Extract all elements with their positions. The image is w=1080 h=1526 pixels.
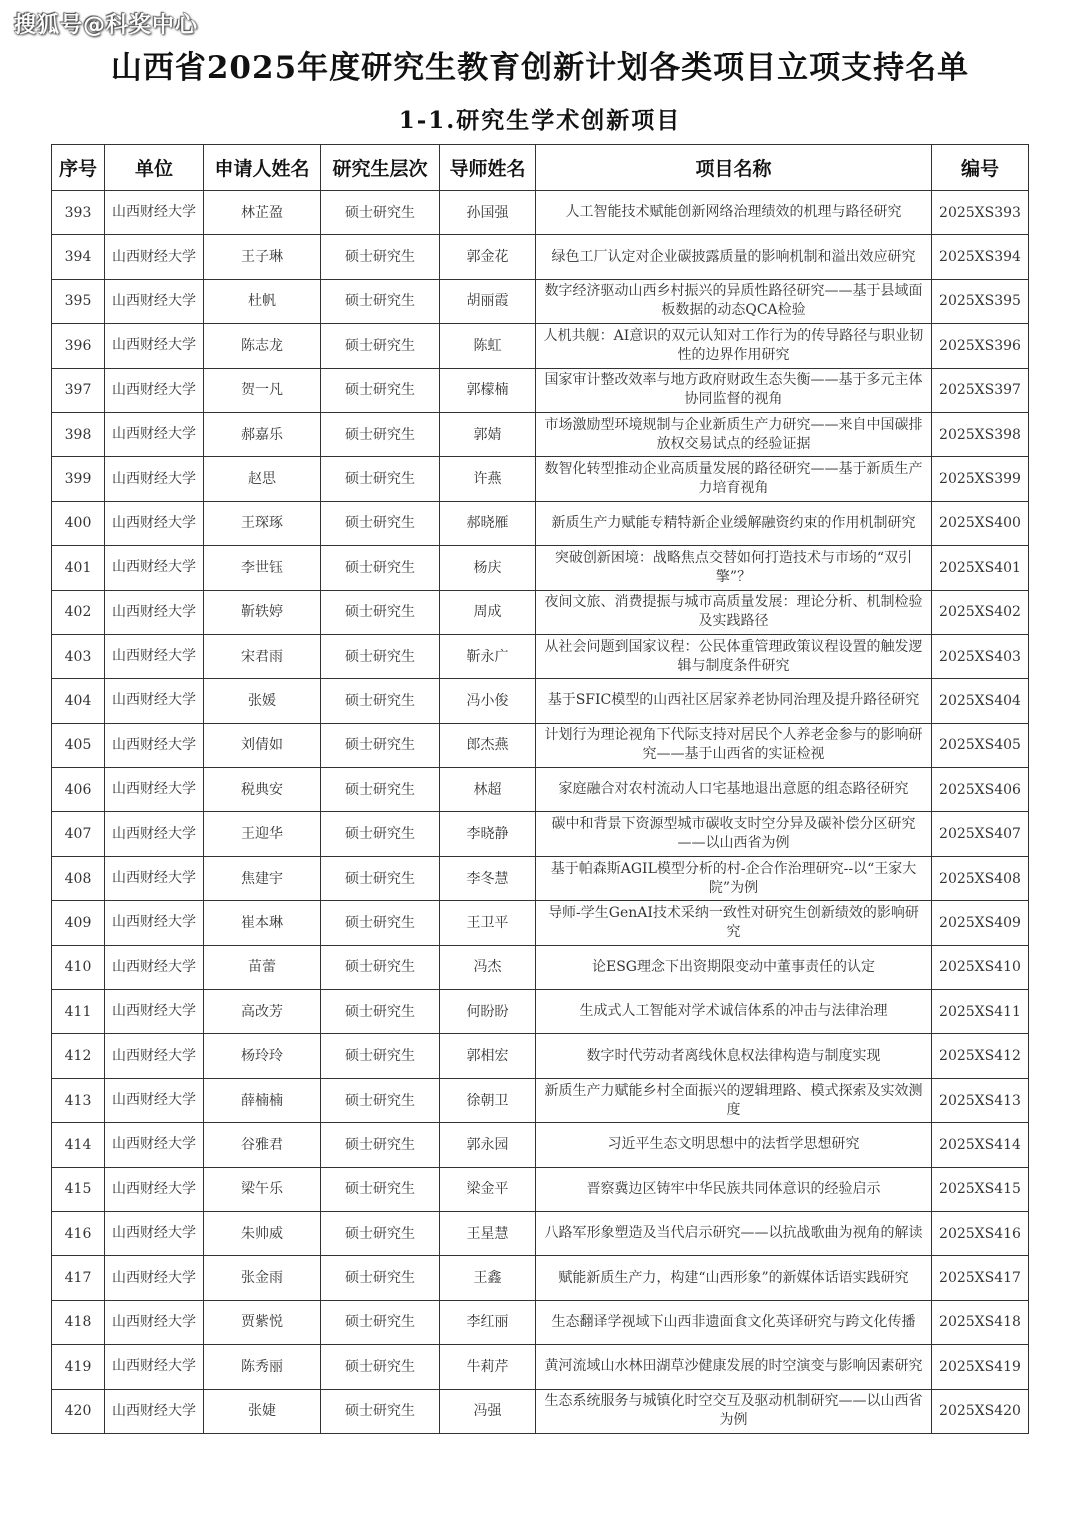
- advisor-name: 杨庆: [440, 546, 536, 590]
- project-name: 晋察冀边区铸牢中华民族共同体意识的经验启示: [536, 1167, 932, 1211]
- project-code: 2025XS404: [932, 679, 1029, 723]
- advisor-name: 牛莉芹: [440, 1345, 536, 1389]
- degree-level: 硕士研究生: [321, 546, 440, 590]
- advisor-name: 郭金花: [440, 235, 536, 279]
- table-row: [52, 546, 1029, 590]
- advisor-name: 李冬慧: [440, 856, 536, 900]
- table-row: [52, 812, 1029, 856]
- advisor-name: 徐朝卫: [440, 1078, 536, 1122]
- unit-cell: 山西财经大学: [105, 768, 204, 812]
- project-code: 2025XS418: [932, 1300, 1029, 1344]
- degree-level: 硕士研究生: [321, 457, 440, 501]
- applicant-name: 王琛琢: [204, 501, 321, 545]
- applicant-name: 张婕: [204, 1389, 321, 1433]
- project-name: 论ESG理念下出资期限变动中董事责任的认定: [536, 945, 932, 989]
- row-index: 402: [52, 590, 105, 634]
- row-index: 400: [52, 501, 105, 545]
- project-code: 2025XS415: [932, 1167, 1029, 1211]
- advisor-name: 冯小俊: [440, 679, 536, 723]
- degree-level: 硕士研究生: [321, 1256, 440, 1300]
- applicant-name: 杜帆: [204, 279, 321, 323]
- row-index: 403: [52, 634, 105, 678]
- degree-level: 硕士研究生: [321, 901, 440, 945]
- section-subtitle: 1-1.研究生学术创新项目: [398, 107, 682, 134]
- table-row: [52, 1300, 1029, 1344]
- applicant-name: 谷雅君: [204, 1123, 321, 1167]
- table-row: [52, 768, 1029, 812]
- degree-level: 硕士研究生: [321, 1078, 440, 1122]
- table-row: [52, 679, 1029, 723]
- unit-cell: 山西财经大学: [105, 1389, 204, 1433]
- unit-cell: 山西财经大学: [105, 1345, 204, 1389]
- project-code: 2025XS409: [932, 901, 1029, 945]
- project-code: 2025XS398: [932, 412, 1029, 456]
- applicant-name: 崔本琳: [204, 901, 321, 945]
- advisor-name: 靳永广: [440, 634, 536, 678]
- header-unit: 单位: [105, 145, 204, 191]
- degree-level: 硕士研究生: [321, 945, 440, 989]
- advisor-name: 王星慧: [440, 1211, 536, 1255]
- row-index: 394: [52, 235, 105, 279]
- degree-level: 硕士研究生: [321, 501, 440, 545]
- unit-cell: 山西财经大学: [105, 1123, 204, 1167]
- project-name: 从社会问题到国家议程：公民体重管理政策议程设置的触发逻辑与制度条件研究: [536, 634, 932, 678]
- table-row: [52, 1345, 1029, 1389]
- project-code: 2025XS416: [932, 1211, 1029, 1255]
- project-name: 习近平生态文明思想中的法哲学思想研究: [536, 1123, 932, 1167]
- advisor-name: 王卫平: [440, 901, 536, 945]
- table-row: [52, 1078, 1029, 1122]
- project-table: [51, 144, 1029, 1434]
- table-row: [52, 191, 1029, 235]
- unit-cell: 山西财经大学: [105, 990, 204, 1034]
- row-index: 406: [52, 768, 105, 812]
- degree-level: 硕士研究生: [321, 1389, 440, 1433]
- row-index: 410: [52, 945, 105, 989]
- row-index: 397: [52, 368, 105, 412]
- degree-level: 硕士研究生: [321, 235, 440, 279]
- applicant-name: 朱帅威: [204, 1211, 321, 1255]
- watermark: 搜狐号@科奖中心: [14, 13, 199, 38]
- header-level: 研究生层次: [321, 145, 440, 191]
- applicant-name: 郝嘉乐: [204, 412, 321, 456]
- project-code: 2025XS394: [932, 235, 1029, 279]
- unit-cell: 山西财经大学: [105, 1034, 204, 1078]
- project-code: 2025XS403: [932, 634, 1029, 678]
- applicant-name: 陈秀丽: [204, 1345, 321, 1389]
- advisor-name: 郭相宏: [440, 1034, 536, 1078]
- row-index: 395: [52, 279, 105, 323]
- advisor-name: 李晓静: [440, 812, 536, 856]
- table-row: [52, 1256, 1029, 1300]
- advisor-name: 郎杰燕: [440, 723, 536, 767]
- degree-level: 硕士研究生: [321, 856, 440, 900]
- project-name: 基于SFIC模型的山西社区居家养老协同治理及提升路径研究: [536, 679, 932, 723]
- project-code: 2025XS397: [932, 368, 1029, 412]
- project-name: 突破创新困境：战略焦点交替如何打造技术与市场的“双引擎”？: [536, 546, 932, 590]
- applicant-name: 王迎华: [204, 812, 321, 856]
- advisor-name: 李红丽: [440, 1300, 536, 1344]
- row-index: 420: [52, 1389, 105, 1433]
- row-index: 418: [52, 1300, 105, 1344]
- project-code: 2025XS412: [932, 1034, 1029, 1078]
- applicant-name: 税典安: [204, 768, 321, 812]
- unit-cell: 山西财经大学: [105, 279, 204, 323]
- project-name: 家庭融合对农村流动人口宅基地退出意愿的组态路径研究: [536, 768, 932, 812]
- applicant-name: 焦建宇: [204, 856, 321, 900]
- applicant-name: 刘倩如: [204, 723, 321, 767]
- applicant-name: 杨玲玲: [204, 1034, 321, 1078]
- project-code: 2025XS411: [932, 990, 1029, 1034]
- project-code: 2025XS413: [932, 1078, 1029, 1122]
- project-code: 2025XS402: [932, 590, 1029, 634]
- project-code: 2025XS419: [932, 1345, 1029, 1389]
- project-name: 国家审计整改效率与地方政府财政生态失衡——基于多元主体协同监督的视角: [536, 368, 932, 412]
- degree-level: 硕士研究生: [321, 634, 440, 678]
- row-index: 419: [52, 1345, 105, 1389]
- project-name: 绿色工厂认定对企业碳披露质量的影响机制和溢出效应研究: [536, 235, 932, 279]
- table-row: [52, 412, 1029, 456]
- unit-cell: 山西财经大学: [105, 235, 204, 279]
- project-code: 2025XS406: [932, 768, 1029, 812]
- table-row: [52, 1389, 1029, 1433]
- table-header-row: [52, 145, 1029, 191]
- project-name: 新质生产力赋能乡村全面振兴的逻辑理路、模式探索及实效测度: [536, 1078, 932, 1122]
- header-code: 编号: [932, 145, 1029, 191]
- row-index: 399: [52, 457, 105, 501]
- applicant-name: 赵思: [204, 457, 321, 501]
- row-index: 413: [52, 1078, 105, 1122]
- project-name: 赋能新质生产力，构建“山西形象”的新媒体话语实践研究: [536, 1256, 932, 1300]
- project-name: 市场激励型环境规制与企业新质生产力研究——来自中国碳排放权交易试点的经验证据: [536, 412, 932, 456]
- applicant-name: 宋君雨: [204, 634, 321, 678]
- table-row: [52, 368, 1029, 412]
- project-name: 数字经济驱动山西乡村振兴的异质性路径研究——基于县域面板数据的动态QCA检验: [536, 279, 932, 323]
- page-title: 山西省2025年度研究生教育创新计划各类项目立项支持名单: [110, 50, 970, 86]
- unit-cell: 山西财经大学: [105, 1167, 204, 1211]
- unit-cell: 山西财经大学: [105, 1256, 204, 1300]
- project-code: 2025XS395: [932, 279, 1029, 323]
- applicant-name: 高改芳: [204, 990, 321, 1034]
- table-row: [52, 723, 1029, 767]
- table-row: [52, 324, 1029, 368]
- applicant-name: 苗蕾: [204, 945, 321, 989]
- unit-cell: 山西财经大学: [105, 679, 204, 723]
- unit-cell: 山西财经大学: [105, 1078, 204, 1122]
- unit-cell: 山西财经大学: [105, 412, 204, 456]
- project-name: 新质生产力赋能专精特新企业缓解融资约束的作用机制研究: [536, 501, 932, 545]
- project-code: 2025XS420: [932, 1389, 1029, 1433]
- advisor-name: 郭永园: [440, 1123, 536, 1167]
- project-code: 2025XS417: [932, 1256, 1029, 1300]
- project-code: 2025XS401: [932, 546, 1029, 590]
- table-row: [52, 457, 1029, 501]
- advisor-name: 郭檬楠: [440, 368, 536, 412]
- row-index: 396: [52, 324, 105, 368]
- project-name: 计划行为理论视角下代际支持对居民个人养老金参与的影响研究——基于山西省的实证检视: [536, 723, 932, 767]
- unit-cell: 山西财经大学: [105, 546, 204, 590]
- advisor-name: 冯杰: [440, 945, 536, 989]
- table-row: [52, 1167, 1029, 1211]
- advisor-name: 梁金平: [440, 1167, 536, 1211]
- row-index: 412: [52, 1034, 105, 1078]
- unit-cell: 山西财经大学: [105, 945, 204, 989]
- applicant-name: 薛楠楠: [204, 1078, 321, 1122]
- applicant-name: 张媛: [204, 679, 321, 723]
- advisor-name: 孙国强: [440, 191, 536, 235]
- table-row: [52, 1211, 1029, 1255]
- degree-level: 硕士研究生: [321, 1167, 440, 1211]
- unit-cell: 山西财经大学: [105, 856, 204, 900]
- degree-level: 硕士研究生: [321, 191, 440, 235]
- unit-cell: 山西财经大学: [105, 901, 204, 945]
- table-row: [52, 235, 1029, 279]
- advisor-name: 胡丽霞: [440, 279, 536, 323]
- unit-cell: 山西财经大学: [105, 1211, 204, 1255]
- row-index: 393: [52, 191, 105, 235]
- project-name: 基于帕森斯AGIL模型分析的村-企合作治理研究--以“王家大院”为例: [536, 856, 932, 900]
- degree-level: 硕士研究生: [321, 279, 440, 323]
- degree-level: 硕士研究生: [321, 590, 440, 634]
- degree-level: 硕士研究生: [321, 723, 440, 767]
- header-advisor: 导师姓名: [440, 145, 536, 191]
- unit-cell: 山西财经大学: [105, 324, 204, 368]
- unit-cell: 山西财经大学: [105, 634, 204, 678]
- unit-cell: 山西财经大学: [105, 368, 204, 412]
- degree-level: 硕士研究生: [321, 1211, 440, 1255]
- advisor-name: 陈虹: [440, 324, 536, 368]
- project-code: 2025XS410: [932, 945, 1029, 989]
- project-name: 数智化转型推动企业高质量发展的路径研究——基于新质生产力培育视角: [536, 457, 932, 501]
- degree-level: 硕士研究生: [321, 412, 440, 456]
- advisor-name: 何盼盼: [440, 990, 536, 1034]
- advisor-name: 周成: [440, 590, 536, 634]
- project-name: 生态系统服务与城镇化时空交互及驱动机制研究——以山西省为例: [536, 1389, 932, 1433]
- table-row: [52, 501, 1029, 545]
- table-row: [52, 990, 1029, 1034]
- advisor-name: 许燕: [440, 457, 536, 501]
- row-index: 405: [52, 723, 105, 767]
- applicant-name: 李世钰: [204, 546, 321, 590]
- project-name: 数字时代劳动者离线休息权法律构造与制度实现: [536, 1034, 932, 1078]
- applicant-name: 张金雨: [204, 1256, 321, 1300]
- applicant-name: 王子琳: [204, 235, 321, 279]
- degree-level: 硕士研究生: [321, 679, 440, 723]
- applicant-name: 陈志龙: [204, 324, 321, 368]
- applicant-name: 贺一凡: [204, 368, 321, 412]
- degree-level: 硕士研究生: [321, 990, 440, 1034]
- project-name: 夜间文旅、消费提振与城市高质量发展：理论分析、机制检验及实践路径: [536, 590, 932, 634]
- table-row: [52, 856, 1029, 900]
- project-code: 2025XS400: [932, 501, 1029, 545]
- applicant-name: 林芷盈: [204, 191, 321, 235]
- table-row: [52, 901, 1029, 945]
- unit-cell: 山西财经大学: [105, 590, 204, 634]
- row-index: 398: [52, 412, 105, 456]
- header-project-name: 项目名称: [536, 145, 932, 191]
- advisor-name: 冯强: [440, 1389, 536, 1433]
- project-name: 生态翻译学视域下山西非遗面食文化英译研究与跨文化传播: [536, 1300, 932, 1344]
- unit-cell: 山西财经大学: [105, 457, 204, 501]
- advisor-name: 郭婧: [440, 412, 536, 456]
- header-index: 序号: [52, 145, 105, 191]
- project-code: 2025XS396: [932, 324, 1029, 368]
- degree-level: 硕士研究生: [321, 324, 440, 368]
- table-row: [52, 634, 1029, 678]
- table-row: [52, 279, 1029, 323]
- unit-cell: 山西财经大学: [105, 812, 204, 856]
- row-index: 415: [52, 1167, 105, 1211]
- degree-level: 硕士研究生: [321, 768, 440, 812]
- advisor-name: 郝晓雁: [440, 501, 536, 545]
- project-name: 人工智能技术赋能创新网络治理绩效的机理与路径研究: [536, 191, 932, 235]
- table-row: [52, 945, 1029, 989]
- project-name: 碳中和背景下资源型城市碳收支时空分异及碳补偿分区研究——以山西省为例: [536, 812, 932, 856]
- header-applicant: 申请人姓名: [204, 145, 321, 191]
- row-index: 414: [52, 1123, 105, 1167]
- row-index: 407: [52, 812, 105, 856]
- project-code: 2025XS393: [932, 191, 1029, 235]
- table-row: [52, 1123, 1029, 1167]
- project-code: 2025XS407: [932, 812, 1029, 856]
- row-index: 404: [52, 679, 105, 723]
- project-code: 2025XS408: [932, 856, 1029, 900]
- degree-level: 硕士研究生: [321, 812, 440, 856]
- project-code: 2025XS414: [932, 1123, 1029, 1167]
- unit-cell: 山西财经大学: [105, 723, 204, 767]
- project-name: 八路军形象塑造及当代启示研究——以抗战歌曲为视角的解读: [536, 1211, 932, 1255]
- unit-cell: 山西财经大学: [105, 191, 204, 235]
- row-index: 401: [52, 546, 105, 590]
- project-name: 导师-学生GenAI技术采纳一致性对研究生创新绩效的影响研究: [536, 901, 932, 945]
- project-code: 2025XS405: [932, 723, 1029, 767]
- table-row: [52, 1034, 1029, 1078]
- row-index: 417: [52, 1256, 105, 1300]
- applicant-name: 贾紫悦: [204, 1300, 321, 1344]
- project-name: 人机共舰：AI意识的双元认知对工作行为的传导路径与职业韧性的边界作用研究: [536, 324, 932, 368]
- row-index: 411: [52, 990, 105, 1034]
- applicant-name: 靳轶婷: [204, 590, 321, 634]
- row-index: 416: [52, 1211, 105, 1255]
- unit-cell: 山西财经大学: [105, 501, 204, 545]
- degree-level: 硕士研究生: [321, 1345, 440, 1389]
- advisor-name: 林超: [440, 768, 536, 812]
- unit-cell: 山西财经大学: [105, 1300, 204, 1344]
- degree-level: 硕士研究生: [321, 1123, 440, 1167]
- project-name: 黄河流域山水林田湖草沙健康发展的时空演变与影响因素研究: [536, 1345, 932, 1389]
- table-row: [52, 590, 1029, 634]
- project-name: 生成式人工智能对学术诚信体系的冲击与法律治理: [536, 990, 932, 1034]
- degree-level: 硕士研究生: [321, 1300, 440, 1344]
- advisor-name: 王鑫: [440, 1256, 536, 1300]
- degree-level: 硕士研究生: [321, 368, 440, 412]
- project-code: 2025XS399: [932, 457, 1029, 501]
- applicant-name: 梁午乐: [204, 1167, 321, 1211]
- row-index: 408: [52, 856, 105, 900]
- row-index: 409: [52, 901, 105, 945]
- degree-level: 硕士研究生: [321, 1034, 440, 1078]
